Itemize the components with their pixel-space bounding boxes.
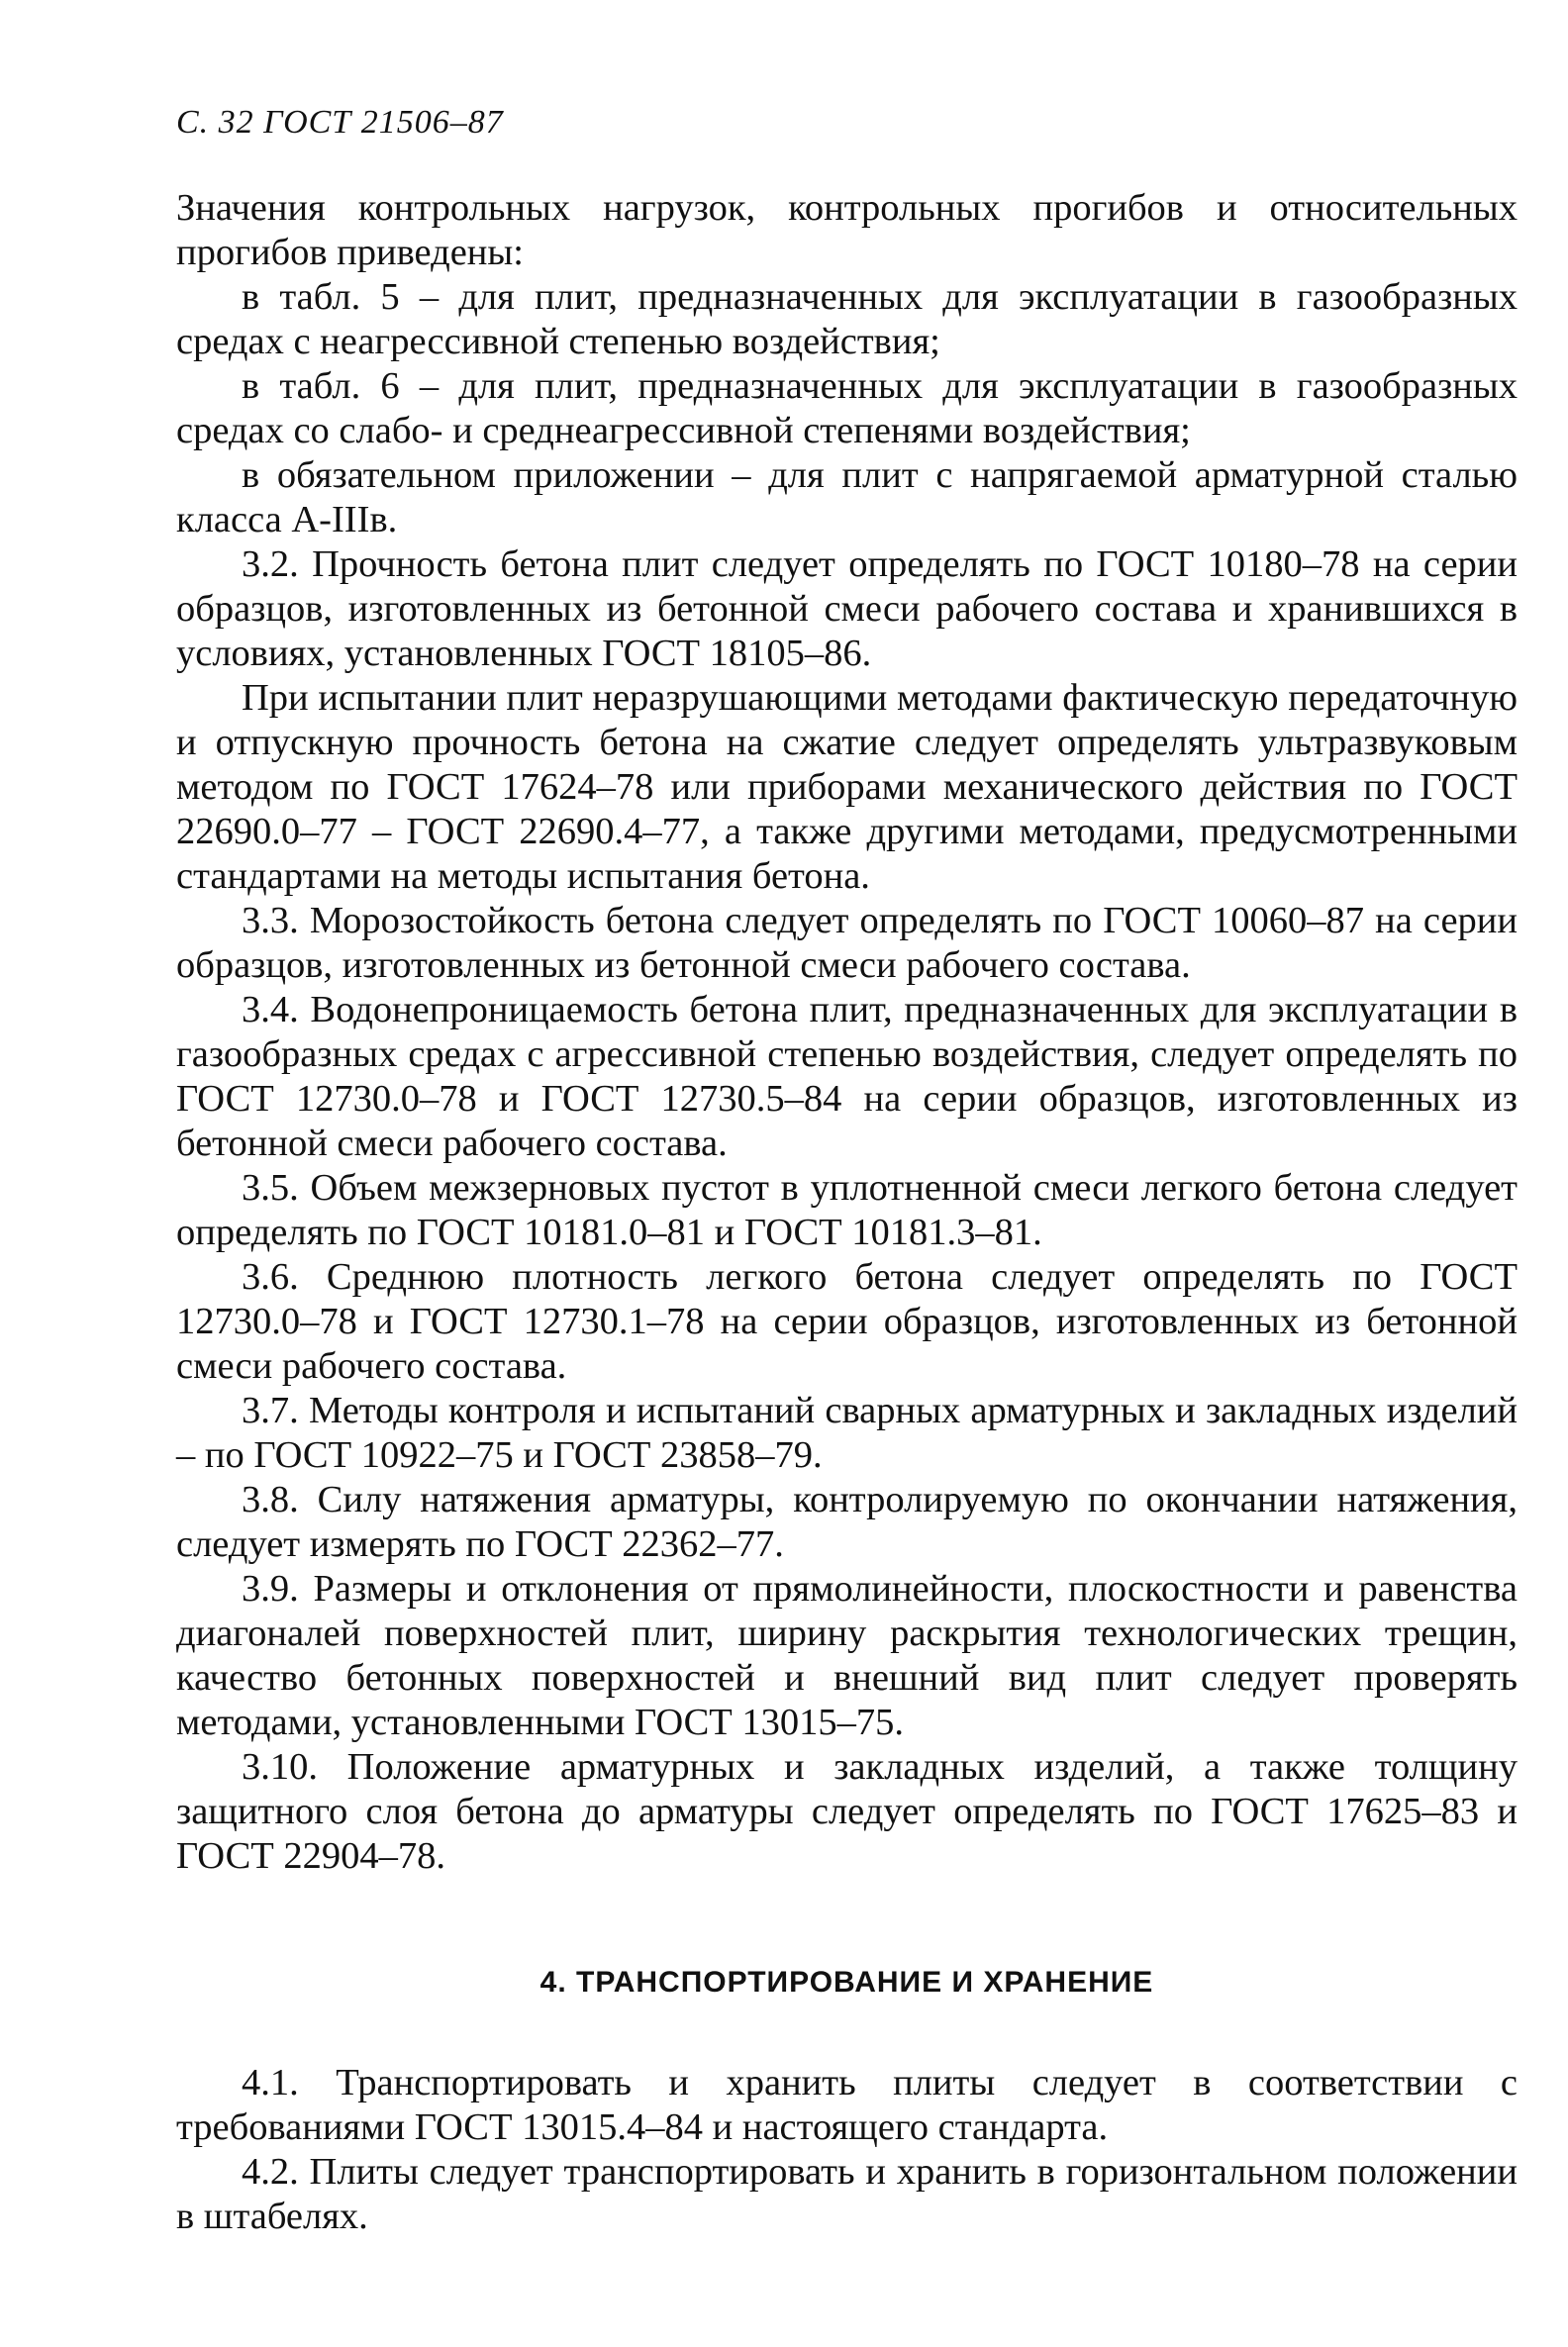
document-body (176, 186, 1518, 2239)
paragraph-appendix: в обязательном приложении – для плит с напрягаемой арматурной сталью класса А-IIIв. (176, 454, 1518, 540)
paragraph-3-9: 3.9. Размеры и отклонения от прямолинейности, плоскостности и равенства диагоналей поверхностей плит, ширину раскрытия технологических трещин, качество бетонных поверхностей и внешний вид плит следует проверять методами, установленными ГОСТ 13015–75. (176, 1568, 1518, 1743)
paragraph-3-4: 3.4. Водонепроницаемость бетона плит, предназначенных для эксплуатации в газообразных средах с агрессивной степенью воздействия, следует определять по ГОСТ 12730.0–78 и ГОСТ 12730.5–84 на серии образцов, изготовленных из бетонной смеси рабочего состава. (176, 989, 1518, 1164)
paragraph-3-5: 3.5. Объем межзерновых пустот в уплотненной смеси легкого бетона следует определять по ГОСТ 10181.0–81 и ГОСТ 10181.3–81. (176, 1167, 1518, 1253)
paragraph-4-2: 4.2. Плиты следует транспортировать и хранить в горизонтальном положении в штабелях. (176, 2151, 1518, 2237)
paragraph-3-10: 3.10. Положение арматурных и закладных изделий, а также толщину защитного слоя бетона до арматуры следует определять по ГОСТ 17625–83 и ГОСТ 22904–78. (176, 1746, 1518, 1877)
paragraph-3-2-cont: При испытании плит неразрушающими методами фактическую передаточную и отпускную прочность бетона на сжатие следует определять ультразвуковым методом по ГОСТ 17624–78 или приборами механического действия по ГОСТ 22690.0–77 – ГОСТ 22690.4–77, а также другими методами, предусмотренными стандартами на методы испытания бетона. (176, 677, 1518, 897)
section-heading-4: 4. ТРАНСПОРТИРОВАНИЕ И ХРАНЕНИЕ (539, 1966, 1154, 1999)
paragraph-table5: в табл. 5 – для плит, предназначенных для эксплуатации в газообразных средах с неагрессивной степенью воздействия; (176, 276, 1518, 362)
paragraph-4-1: 4.1. Транспортировать и хранить плиты следует в соответствии с требованиями ГОСТ 13015.4–84 и настоящего стандарта. (176, 2062, 1518, 2148)
paragraph-3-8: 3.8. Силу натяжения арматуры, контролируемую по окончании натяжения, следует измерять по ГОСТ 22362–77. (176, 1479, 1518, 1565)
paragraph-table6: в табл. 6 – для плит, предназначенных для эксплуатации в газообразных средах со слабо- и среднеагрессивной степенями воздействия; (176, 365, 1518, 451)
paragraph-3-3: 3.3. Морозостойкость бетона следует определять по ГОСТ 10060–87 на серии образцов, изготовленных из бетонной смеси рабочего состава. (176, 900, 1518, 986)
paragraph-3-6: 3.6. Среднюю плотность легкого бетона следует определять по ГОСТ 12730.0–78 и ГОСТ 12730.1–78 на серии образцов, изготовленных из бетонной смеси рабочего состава. (176, 1256, 1518, 1387)
paragraph-intro: Значения контрольных нагрузок, контрольных прогибов и относительных прогибов приведены: (176, 187, 1518, 273)
paragraph-3-7: 3.7. Методы контроля и испытаний сварных арматурных и закладных изделий – по ГОСТ 10922–75 и ГОСТ 23858–79. (176, 1390, 1518, 1476)
page-header: С. 32 ГОСТ 21506–87 (176, 104, 504, 141)
paragraph-3-2: 3.2. Прочность бетона плит следует определять по ГОСТ 10180–78 на серии образцов, изготовленных из бетонной смеси рабочего состава и хранившихся в условиях, установленных ГОСТ 18105–86. (176, 543, 1518, 674)
